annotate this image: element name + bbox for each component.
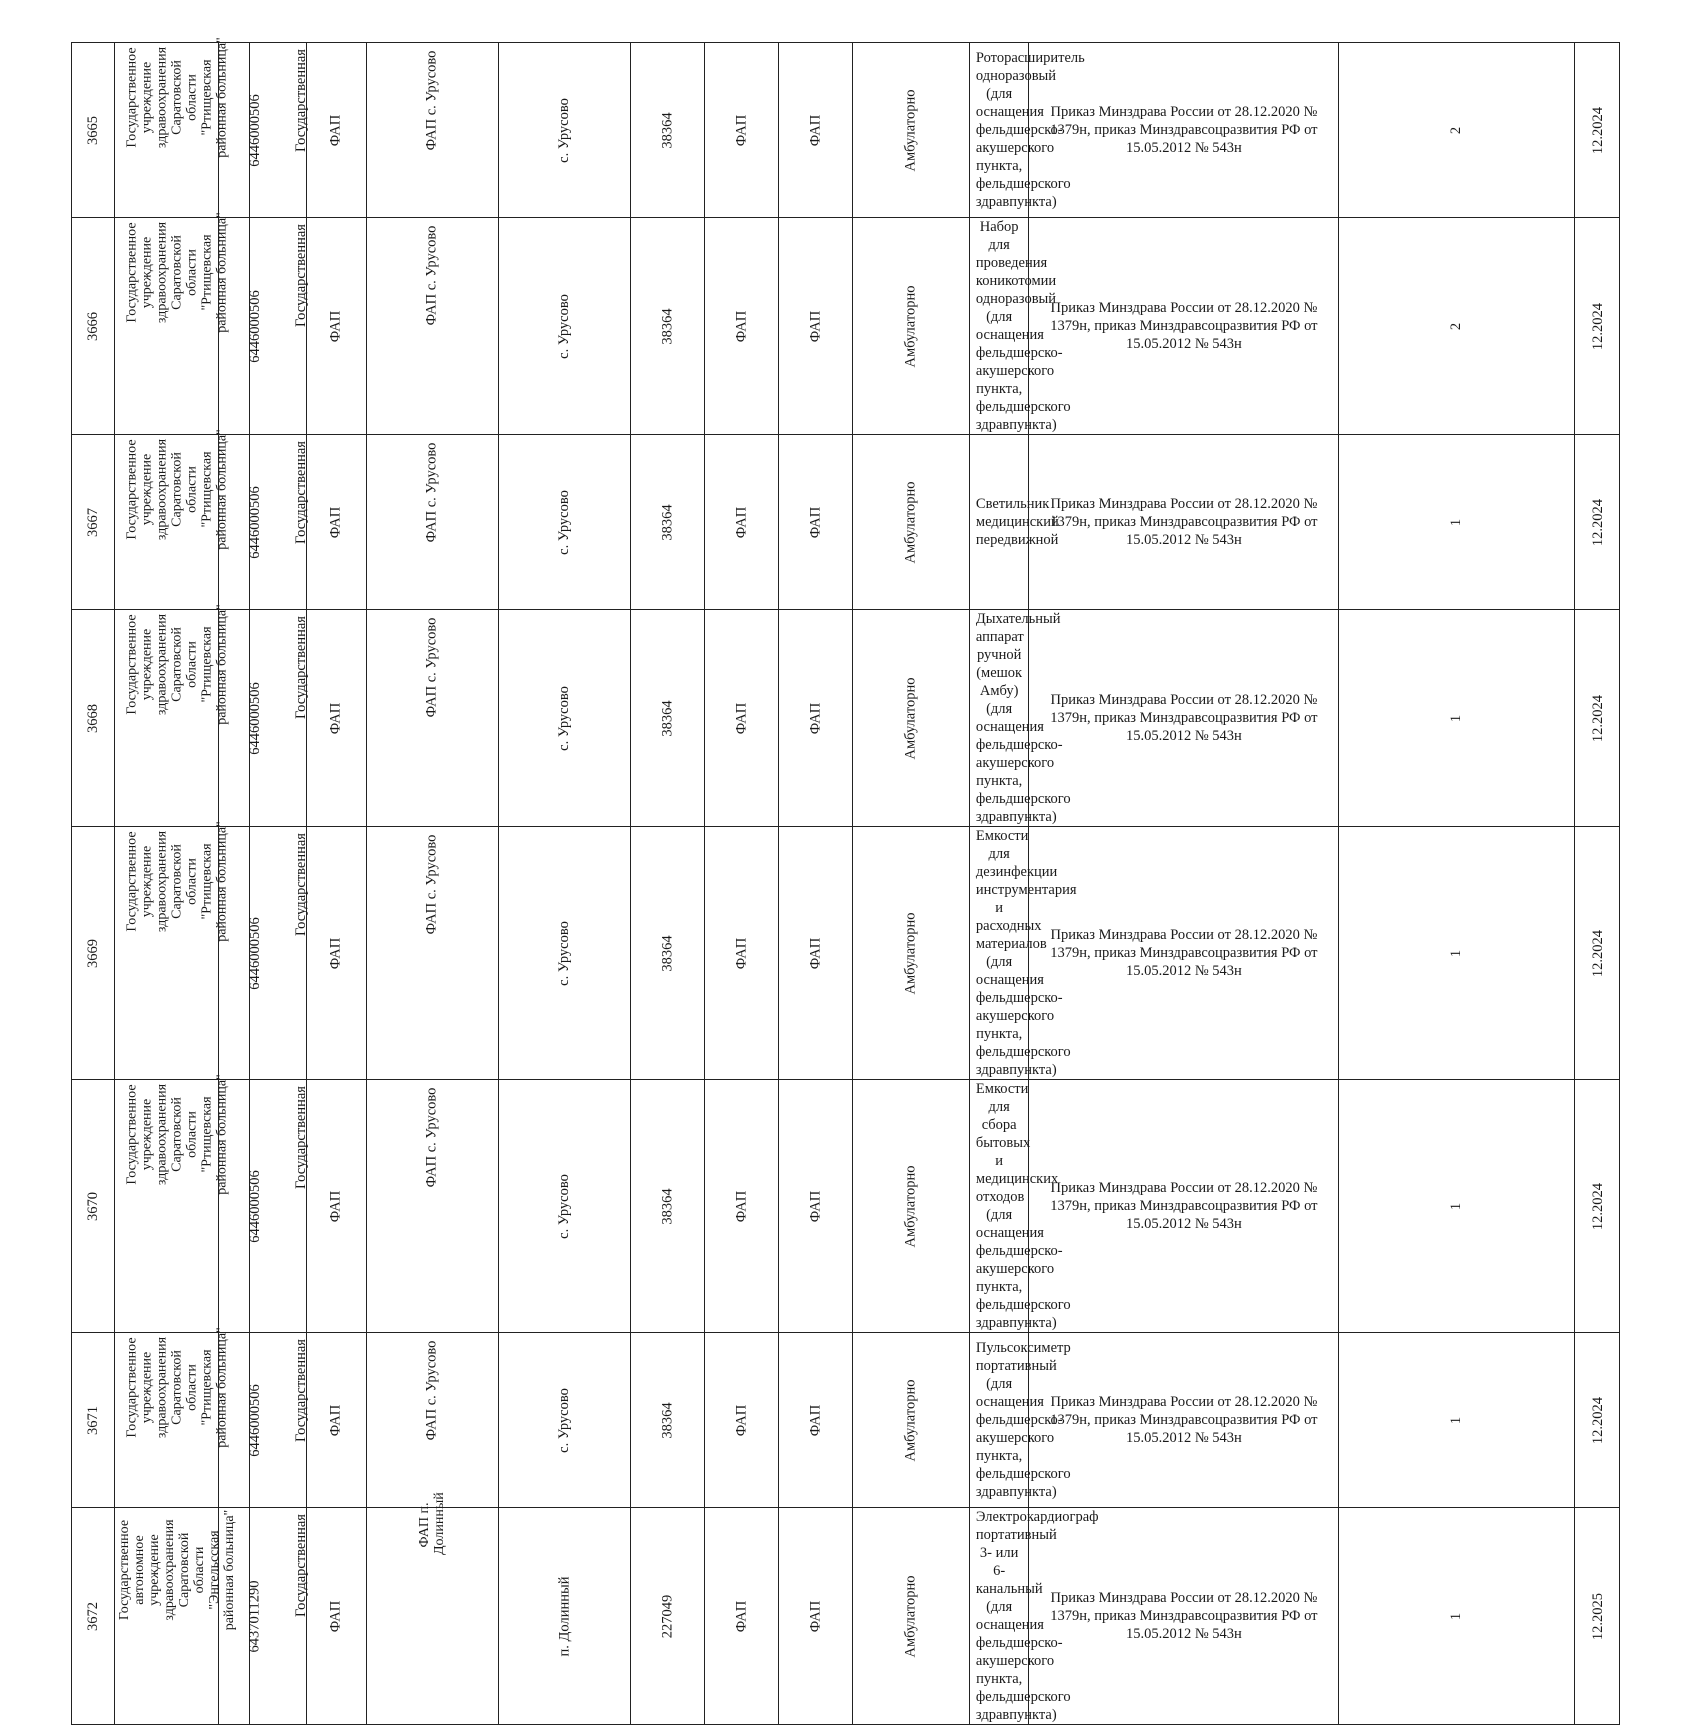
cell-facility-type xyxy=(306,827,366,1080)
cell-date-text: 12.2024 xyxy=(1590,1182,1607,1231)
cell-quantity-text: 1 xyxy=(1448,1612,1465,1621)
cell-category-2 xyxy=(779,1080,853,1333)
cell-settlement-text: п. Долинный xyxy=(556,1576,573,1657)
cell-settlement-text: с. Урусово xyxy=(556,1388,573,1453)
cell-number-text: 3670 xyxy=(84,1192,101,1221)
cell-facility-type xyxy=(306,1080,366,1333)
cell-number-text: 3671 xyxy=(84,1406,101,1435)
cell-equipment xyxy=(969,827,1077,1080)
cell-population xyxy=(631,1333,705,1508)
cell-facility-type-text: ФАП xyxy=(327,1404,344,1437)
cell-legal-basis-text: Приказ Минздрава России от 28.12.2020 № 1379н, приказ Минздравсоцразвития РФ от 15.05.2012 № 543н xyxy=(1050,496,1318,548)
cell-equipment xyxy=(969,1508,1099,1725)
equipment-table xyxy=(71,37,1673,1725)
cell-category-2-text: ФАП xyxy=(806,114,823,147)
cell-ownership-text: Государственная xyxy=(292,49,309,152)
cell-population-text: 38364 xyxy=(659,1188,676,1225)
cell-number-text: 3665 xyxy=(84,116,101,145)
cell-organization-text: Государственное учреждение здравоохранения Саратовской области "Ртищевская районная больница" xyxy=(124,37,230,158)
cell-date xyxy=(1575,218,1619,435)
cell-settlement xyxy=(498,827,630,1080)
cell-date-text: 12.2025 xyxy=(1590,1592,1607,1641)
cell-number-text: 3669 xyxy=(84,939,101,968)
cell-quantity xyxy=(1339,218,1575,435)
cell-category-1-text: ФАП xyxy=(733,702,750,735)
table-row xyxy=(72,218,1673,435)
cell-care-form xyxy=(852,218,969,435)
cell-quantity-text: 2 xyxy=(1448,322,1465,331)
cell-category-1-text: ФАП xyxy=(733,506,750,539)
table-row xyxy=(72,43,1673,218)
table-row xyxy=(72,1508,1673,1725)
cell-number xyxy=(72,1508,115,1725)
cell-category-1-text: ФАП xyxy=(733,1404,750,1437)
cell-date xyxy=(1575,1508,1619,1725)
cell-legal-basis xyxy=(1029,218,1339,435)
cell-care-form-text: Амбулаторно xyxy=(902,1165,919,1248)
cell-category-1 xyxy=(705,1508,779,1725)
cell-population xyxy=(631,218,705,435)
cell-equipment-text: Дыхательный аппарат ручной (мешок Амбу) (для оснащения фельдшерско-акушерского пункта, фельдшерского здравпункта) xyxy=(975,611,1071,825)
cell-organization xyxy=(115,604,230,827)
cell-category-2 xyxy=(779,827,853,1080)
cell-facility-type-text: ФАП xyxy=(327,310,344,343)
cell-equipment-text: Светильник медицинский передвижной xyxy=(975,496,1059,548)
cell-legal-basis xyxy=(1029,827,1339,1080)
cell-category-2-text: ФАП xyxy=(806,310,823,343)
cell-date xyxy=(1575,610,1619,827)
cell-care-form-text: Амбулаторно xyxy=(902,285,919,368)
cell-number xyxy=(72,1080,115,1333)
cell-legal-basis-text: Приказ Минздрава России от 28.12.2020 № 1379н, приказ Минздравсоцразвития РФ от 15.05.2012 № 543н xyxy=(1050,1590,1318,1642)
cell-category-2 xyxy=(779,218,853,435)
cell-population xyxy=(631,435,705,610)
cell-quantity-text: 1 xyxy=(1448,1416,1465,1425)
cell-unit xyxy=(366,218,498,435)
table-row xyxy=(72,1080,1673,1333)
cell-date-text: 12.2024 xyxy=(1590,694,1607,743)
table-row xyxy=(72,610,1673,827)
cell-care-form xyxy=(852,43,969,218)
cell-unit xyxy=(366,435,498,610)
cell-organization xyxy=(115,821,230,1080)
cell-care-form xyxy=(852,435,969,610)
cell-care-form-text: Амбулаторно xyxy=(902,1379,919,1462)
cell-inn-text: 6446000506 xyxy=(246,1170,263,1243)
cell-number xyxy=(72,827,115,1080)
cell-care-form xyxy=(852,1333,969,1508)
cell-inn-text: 6446000506 xyxy=(246,486,263,559)
cell-legal-basis-text: Приказ Минздрава России от 28.12.2020 № 1379н, приказ Минздравсоцразвития РФ от 15.05.2012 № 543н xyxy=(1050,300,1318,352)
cell-legal-basis-text: Приказ Минздрава России от 28.12.2020 № 1379н, приказ Минздравсоцразвития РФ от 15.05.2012 № 543н xyxy=(1050,104,1318,156)
cell-unit xyxy=(366,1333,498,1508)
cell-category-1-text: ФАП xyxy=(733,114,750,147)
cell-population-text: 227049 xyxy=(659,1594,676,1639)
cell-ownership-text: Государственная xyxy=(292,833,309,936)
cell-population-text: 38364 xyxy=(659,308,676,345)
cell-ownership-text: Государственная xyxy=(292,441,309,544)
cell-quantity xyxy=(1339,1333,1575,1508)
cell-category-1-text: ФАП xyxy=(733,310,750,343)
cell-quantity xyxy=(1339,1080,1575,1333)
cell-settlement xyxy=(498,43,630,218)
cell-care-form xyxy=(852,827,969,1080)
cell-settlement-text: с. Урусово xyxy=(556,294,573,359)
cell-category-1 xyxy=(705,43,779,218)
cell-unit-text: ФАП с. Урусово xyxy=(423,225,440,326)
cell-category-1 xyxy=(705,827,779,1080)
cell-unit-text: ФАП с. Урусово xyxy=(423,834,440,935)
cell-unit-text: ФАП с. Урусово xyxy=(423,1087,440,1188)
cell-settlement xyxy=(498,1508,630,1725)
cell-organization xyxy=(115,1508,238,1725)
cell-unit xyxy=(366,1080,498,1333)
cell-settlement xyxy=(498,1080,630,1333)
cell-facility-type-text: ФАП xyxy=(327,114,344,147)
cell-organization xyxy=(115,1074,230,1333)
cell-settlement xyxy=(498,218,630,435)
cell-category-2-text: ФАП xyxy=(806,1190,823,1223)
cell-legal-basis xyxy=(1029,1508,1339,1725)
cell-equipment-text: Роторасширитель одноразовый (для оснащения фельдшерско-акушерского пункта, фельдшерского здравпункта) xyxy=(975,50,1085,210)
table-row xyxy=(72,827,1673,1080)
cell-settlement-text: с. Урусово xyxy=(556,921,573,986)
cell-organization-text: Государственное учреждение здравоохранения Саратовской области "Ртищевская районная больница" xyxy=(124,212,230,333)
table-row xyxy=(72,435,1673,610)
cell-quantity xyxy=(1339,827,1575,1080)
cell-equipment-text: Емкости для сбора бытовых и медицинских отходов (для оснащения фельдшерско-акушерского пункта, фельдшерского здравпункта) xyxy=(975,1081,1071,1331)
cell-quantity xyxy=(1339,610,1575,827)
cell-inn-text: 6437011290 xyxy=(246,1580,263,1653)
cell-quantity xyxy=(1339,1508,1575,1725)
cell-equipment-text: Электрокардиограф портативный 3- или 6-канальный (для оснащения фельдшерско-акушерского пункта, фельдшерского здравпункта) xyxy=(975,1509,1099,1723)
cell-ownership-text: Государственная xyxy=(292,1514,309,1617)
cell-care-form xyxy=(852,610,969,827)
cell-organization-text: Государственное учреждение здравоохранения Саратовской области "Ртищевская районная больница" xyxy=(124,1074,230,1195)
cell-date-text: 12.2024 xyxy=(1590,106,1607,155)
cell-number xyxy=(72,610,115,827)
cell-settlement-text: с. Урусово xyxy=(556,490,573,555)
cell-category-2 xyxy=(779,610,853,827)
cell-organization-text: Государственное учреждение здравоохранения Саратовской области "Ртищевская районная больница" xyxy=(124,429,230,550)
cell-category-2-text: ФАП xyxy=(806,1600,823,1633)
cell-category-2 xyxy=(779,1508,853,1725)
cell-legal-basis xyxy=(1029,1333,1339,1508)
cell-number xyxy=(72,1333,115,1508)
cell-date-text: 12.2024 xyxy=(1590,1396,1607,1445)
cell-settlement xyxy=(498,610,630,827)
cell-category-1 xyxy=(705,218,779,435)
cell-number-text: 3666 xyxy=(84,312,101,341)
cell-legal-basis xyxy=(1029,1080,1339,1333)
cell-facility-type-text: ФАП xyxy=(327,1190,344,1223)
cell-number-text: 3668 xyxy=(84,704,101,733)
cell-settlement xyxy=(498,435,630,610)
cell-organization xyxy=(115,212,230,435)
cell-number xyxy=(72,43,115,218)
cell-category-1 xyxy=(705,1333,779,1508)
cell-equipment xyxy=(969,435,1059,610)
cell-date xyxy=(1575,435,1619,610)
cell-equipment xyxy=(969,1333,1071,1508)
cell-inn-text: 6446000506 xyxy=(246,682,263,755)
cell-date-text: 12.2024 xyxy=(1590,302,1607,351)
cell-population xyxy=(631,610,705,827)
cell-ownership-text: Государственная xyxy=(292,224,309,327)
cell-date xyxy=(1575,1080,1619,1333)
cell-legal-basis xyxy=(1029,43,1339,218)
cell-facility-type-text: ФАП xyxy=(327,702,344,735)
cell-legal-basis-text: Приказ Минздрава России от 28.12.2020 № 1379н, приказ Минздравсоцразвития РФ от 15.05.2012 № 543н xyxy=(1050,1180,1318,1232)
cell-facility-type-text: ФАП xyxy=(327,937,344,970)
cell-category-1 xyxy=(705,1080,779,1333)
cell-facility-type-text: ФАП xyxy=(327,506,344,539)
cell-care-form xyxy=(852,1508,969,1725)
cell-quantity-text: 1 xyxy=(1448,714,1465,723)
cell-population-text: 38364 xyxy=(659,935,676,972)
cell-category-2-text: ФАП xyxy=(806,506,823,539)
cell-equipment xyxy=(969,218,1071,435)
cell-care-form-text: Амбулаторно xyxy=(902,1575,919,1658)
cell-population xyxy=(631,1080,705,1333)
cell-population-text: 38364 xyxy=(659,112,676,149)
cell-equipment xyxy=(969,43,1085,218)
cell-population xyxy=(631,1508,705,1725)
cell-unit-text: ФАП с. Урусово xyxy=(423,617,440,718)
cell-unit-text: ФАП п. Долинный xyxy=(417,1492,448,1555)
cell-organization-text: Государственное учреждение здравоохранения Саратовской области "Ртищевская районная больница" xyxy=(124,604,230,725)
cell-equipment xyxy=(969,1080,1071,1333)
cell-ownership-text: Государственная xyxy=(292,616,309,719)
cell-facility-type xyxy=(306,218,366,435)
cell-quantity-text: 2 xyxy=(1448,126,1465,135)
cell-quantity-text: 1 xyxy=(1448,1202,1465,1211)
cell-category-1 xyxy=(705,610,779,827)
cell-quantity xyxy=(1339,435,1575,610)
cell-date xyxy=(1575,827,1619,1080)
cell-settlement-text: с. Урусово xyxy=(556,686,573,751)
cell-category-2 xyxy=(779,435,853,610)
cell-unit-text: ФАП с. Урусово xyxy=(423,1340,440,1441)
cell-facility-type xyxy=(306,610,366,827)
cell-inn-text: 6446000506 xyxy=(246,290,263,363)
cell-category-2-text: ФАП xyxy=(806,702,823,735)
cell-facility-type xyxy=(306,43,366,218)
cell-settlement xyxy=(498,1333,630,1508)
cell-population-text: 38364 xyxy=(659,700,676,737)
cell-equipment xyxy=(969,610,1071,827)
cell-facility-type xyxy=(306,435,366,610)
cell-equipment-text: Пульсоксиметр портативный (для оснащения фельдшерско-акушерского пункта, фельдшерского здравпункта) xyxy=(975,1340,1071,1500)
cell-quantity xyxy=(1339,43,1575,218)
cell-category-2 xyxy=(779,1333,853,1508)
cell-care-form-text: Амбулаторно xyxy=(902,89,919,172)
cell-organization-text: Государственное учреждение здравоохранения Саратовской области "Ртищевская районная больница" xyxy=(124,1327,230,1448)
cell-equipment-text: Набор для проведения коникотомии одноразовый (для оснащения фельдшерско-акушерского пункта, фельдшерского здравпункта) xyxy=(975,219,1071,433)
cell-organization xyxy=(115,429,230,610)
cell-organization xyxy=(115,37,230,218)
cell-category-2-text: ФАП xyxy=(806,1404,823,1437)
cell-category-2-text: ФАП xyxy=(806,937,823,970)
table-row xyxy=(72,1333,1673,1508)
cell-population xyxy=(631,43,705,218)
cell-category-1-text: ФАП xyxy=(733,1190,750,1223)
cell-inn-text: 6446000506 xyxy=(246,1384,263,1457)
cell-care-form-text: Амбулаторно xyxy=(902,481,919,564)
cell-organization-text: Государственное учреждение здравоохранения Саратовской области "Ртищевская районная больница" xyxy=(124,821,230,942)
cell-number-text: 3667 xyxy=(84,508,101,537)
cell-unit xyxy=(366,1492,498,1725)
cell-category-1-text: ФАП xyxy=(733,1600,750,1633)
cell-quantity-text: 1 xyxy=(1448,949,1465,958)
cell-category-1-text: ФАП xyxy=(733,937,750,970)
cell-date-text: 12.2024 xyxy=(1590,498,1607,547)
cell-organization-text: Государственное автономное учреждение здравоохранения Саратовской области "Энгельсская районная больница" xyxy=(117,1509,238,1631)
cell-unit-text: ФАП с. Урусово xyxy=(423,50,440,151)
cell-care-form-text: Амбулаторно xyxy=(902,912,919,995)
cell-inn-text: 6446000506 xyxy=(246,94,263,167)
cell-unit xyxy=(366,43,498,218)
cell-unit xyxy=(366,610,498,827)
cell-ownership-text: Государственная xyxy=(292,1339,309,1442)
cell-number xyxy=(72,435,115,610)
cell-legal-basis-text: Приказ Минздрава России от 28.12.2020 № 1379н, приказ Минздравсоцразвития РФ от 15.05.2012 № 543н xyxy=(1050,1394,1318,1446)
cell-settlement-text: с. Урусово xyxy=(556,1174,573,1239)
cell-unit-text: ФАП с. Урусово xyxy=(423,442,440,543)
cell-legal-basis xyxy=(1029,435,1339,610)
cell-unit xyxy=(366,827,498,1080)
cell-date-text: 12.2024 xyxy=(1590,929,1607,978)
cell-organization xyxy=(115,1327,230,1508)
cell-ownership-text: Государственная xyxy=(292,1086,309,1189)
cell-legal-basis-text: Приказ Минздрава России от 28.12.2020 № 1379н, приказ Минздравсоцразвития РФ от 15.05.2012 № 543н xyxy=(1050,692,1318,744)
cell-legal-basis xyxy=(1029,610,1339,827)
cell-care-form-text: Амбулаторно xyxy=(902,677,919,760)
cell-inn-text: 6446000506 xyxy=(246,917,263,990)
cell-category-1 xyxy=(705,435,779,610)
cell-category-2 xyxy=(779,43,853,218)
cell-population-text: 38364 xyxy=(659,504,676,541)
cell-care-form xyxy=(852,1080,969,1333)
cell-legal-basis-text: Приказ Минздрава России от 28.12.2020 № 1379н, приказ Минздравсоцразвития РФ от 15.05.2012 № 543н xyxy=(1050,927,1318,979)
cell-facility-type xyxy=(306,1508,366,1725)
cell-number xyxy=(72,218,115,435)
table-body xyxy=(72,37,1673,1725)
cell-facility-type-text: ФАП xyxy=(327,1600,344,1633)
cell-facility-type xyxy=(306,1333,366,1508)
cell-quantity-text: 1 xyxy=(1448,518,1465,527)
cell-population-text: 38364 xyxy=(659,1402,676,1439)
cell-date xyxy=(1575,43,1619,218)
cell-date xyxy=(1575,1333,1619,1508)
cell-settlement-text: с. Урусово xyxy=(556,98,573,163)
cell-population xyxy=(631,827,705,1080)
cell-equipment-text: Емкости для дезинфекции инструментария и расходных материалов (для оснащения фельдшерско-акушерского пункта, фельдшерского здравпункта) xyxy=(975,828,1077,1078)
cell-number-text: 3672 xyxy=(84,1602,101,1631)
